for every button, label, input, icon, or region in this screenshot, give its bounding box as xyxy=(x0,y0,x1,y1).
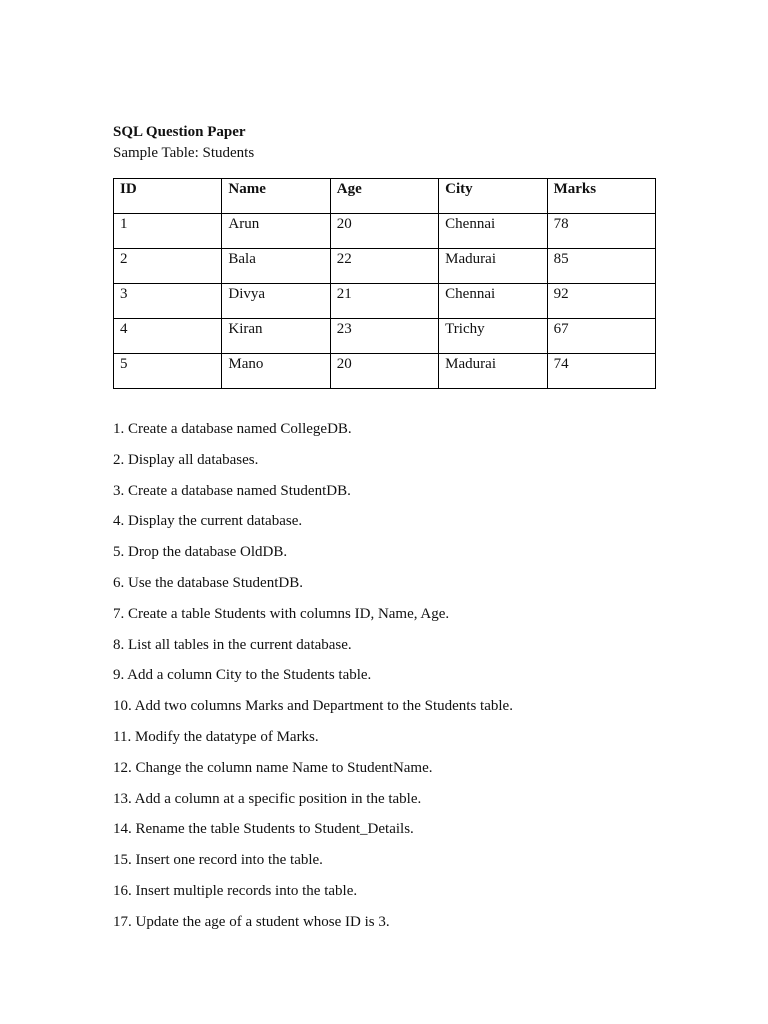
column-header-marks: Marks xyxy=(547,179,655,214)
table-cell: 23 xyxy=(330,319,438,354)
table-cell: 92 xyxy=(547,284,655,319)
question-item: 15. Insert one record into the table. xyxy=(113,852,323,869)
question-item: 7. Create a table Students with columns ID, Name, Age. xyxy=(113,605,450,622)
table-cell: 85 xyxy=(547,249,655,284)
table-cell: 20 xyxy=(330,214,438,249)
table-cell: 22 xyxy=(330,249,438,284)
table-cell: Arun xyxy=(222,214,330,249)
question-item: 14. Rename the table Students to Student_Details. xyxy=(113,821,414,838)
question-item: 11. Modify the datatype of Marks. xyxy=(113,728,319,745)
column-header-city: City xyxy=(439,179,547,214)
question-item: 4. Display the current database. xyxy=(113,513,303,530)
table-row xyxy=(114,214,656,249)
table-cell: 21 xyxy=(330,284,438,319)
question-item: 3. Create a database named StudentDB. xyxy=(113,482,351,499)
table-row xyxy=(114,284,656,319)
table-row xyxy=(114,249,656,284)
document-title: SQL Question Paper xyxy=(113,124,246,140)
table-cell: 5 xyxy=(114,354,222,389)
table-cell: Madurai xyxy=(439,354,547,389)
table-row xyxy=(114,319,656,354)
table-cell: Bala xyxy=(222,249,330,284)
table-row xyxy=(114,354,656,389)
question-item: 9. Add a column City to the Students table. xyxy=(113,667,372,684)
question-item: 8. List all tables in the current database. xyxy=(113,636,352,653)
table-cell: Madurai xyxy=(439,249,547,284)
question-item: 5. Drop the database OldDB. xyxy=(113,544,288,561)
question-item: 13. Add a column at a specific position in the table. xyxy=(113,790,422,807)
table-cell: Divya xyxy=(222,284,330,319)
column-header-id: ID xyxy=(114,179,222,214)
table-cell: Mano xyxy=(222,354,330,389)
table-cell: Trichy xyxy=(439,319,547,354)
question-item: 17. Update the age of a student whose ID is 3. xyxy=(113,913,390,930)
table-cell: 78 xyxy=(547,214,655,249)
question-item: 6. Use the database StudentDB. xyxy=(113,574,303,591)
table-cell: Chennai xyxy=(439,214,547,249)
question-item: 16. Insert multiple records into the table. xyxy=(113,882,358,899)
document-subtitle: Sample Table: Students xyxy=(113,145,255,161)
question-list xyxy=(113,419,673,932)
question-item: 12. Change the column name Name to StudentName. xyxy=(113,759,433,776)
table-cell: Chennai xyxy=(439,284,547,319)
question-item: 1. Create a database named CollegeDB. xyxy=(113,421,352,437)
table-cell: 20 xyxy=(330,354,438,389)
table-cell: Kiran xyxy=(222,319,330,354)
column-header-age: Age xyxy=(330,179,438,214)
table-cell: 74 xyxy=(547,354,655,389)
table-cell: 4 xyxy=(114,319,222,354)
question-item: 2. Display all databases. xyxy=(113,451,259,468)
students-table xyxy=(113,178,656,389)
column-header-name: Name xyxy=(222,179,330,214)
question-item: 10. Add two columns Marks and Department to the Students table. xyxy=(113,698,513,715)
table-header-row xyxy=(114,179,656,214)
table-cell: 3 xyxy=(114,284,222,319)
document-page xyxy=(113,122,673,943)
table-cell: 67 xyxy=(547,319,655,354)
table-cell: 1 xyxy=(114,214,222,249)
table-cell: 2 xyxy=(114,249,222,284)
